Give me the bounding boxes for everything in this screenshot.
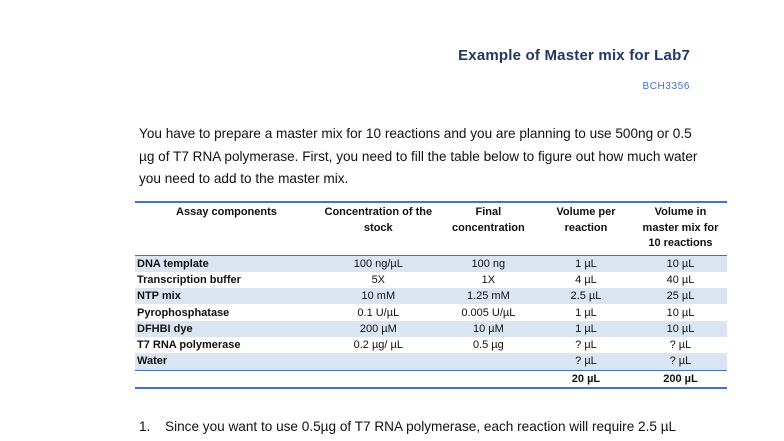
- cell-final: 0.005 U/µL: [461, 306, 516, 319]
- table-header-row: [135, 202, 727, 255]
- cell-final: 100 ng: [439, 255, 538, 272]
- cell-final: 1.25 mM: [439, 288, 538, 304]
- table-row: [135, 272, 727, 288]
- header-assay-components: Assay components: [135, 202, 318, 255]
- cell-total-volume-reaction: 20 µL: [538, 370, 634, 388]
- cell-final: 10 µM: [439, 321, 538, 337]
- cell-total-final: [439, 370, 538, 388]
- cell-volume-mix: 10 µL: [634, 255, 727, 272]
- cell-stock: 0.1 U/µL: [357, 306, 400, 319]
- cell-component: DNA template: [135, 255, 318, 272]
- cell-volume-mix: ? µL: [669, 339, 692, 352]
- list-text: Since you want to use 0.5µg of T7 RNA polymerase, each reaction will require 2.5 µL: [165, 419, 677, 434]
- cell-total-label: [135, 370, 318, 388]
- table-row: [135, 255, 727, 272]
- cell-volume-reaction: 1 µL: [575, 306, 597, 319]
- cell-component: Pyrophosphatase: [137, 306, 230, 319]
- cell-volume-reaction: 1 µL: [538, 255, 634, 272]
- cell-stock: 0.2 µg/ µL: [353, 339, 403, 352]
- cell-total-volume-mix: 200 µL: [634, 370, 727, 388]
- cell-volume-mix: 10 µL: [634, 321, 727, 337]
- table-total-row: [135, 370, 727, 388]
- cell-stock: [318, 353, 439, 370]
- header-final-concentration: Final concentration: [439, 202, 538, 255]
- list-number: 1.: [139, 419, 151, 434]
- cell-final: 0.5 µg: [472, 339, 504, 352]
- intro-paragraph: You have to prepare a master mix for 10 reactions and you are planning to use 500ng or 0.5 µg of T7 RNA polymerase. First, you need to fill the table below to figure out how much water you need to add to the master mix.: [139, 126, 698, 186]
- cell-stock: 200 µM: [318, 321, 439, 337]
- cell-volume-reaction: 2.5 µL: [538, 288, 634, 304]
- table-row: [135, 304, 727, 320]
- cell-total-stock: [318, 370, 439, 388]
- course-code: BCH3356: [642, 81, 690, 92]
- header-stock-concentration: Concentration of the stock: [318, 202, 439, 255]
- cell-volume-mix: 40 µL: [666, 273, 695, 286]
- cell-volume-reaction: 4 µL: [575, 273, 597, 286]
- table-row: [135, 288, 727, 304]
- cell-volume-reaction: 1 µL: [538, 321, 634, 337]
- cell-volume-mix: 25 µL: [634, 288, 727, 304]
- cell-volume-reaction: ? µL: [538, 353, 634, 370]
- document-title: Example of Master mix for Lab7: [458, 47, 690, 64]
- header-volume-master-mix: Volume in master mix for 10 reactions: [634, 202, 727, 255]
- cell-volume-mix: ? µL: [634, 353, 727, 370]
- header-volume-per-reaction: Volume per reaction: [538, 202, 634, 255]
- master-mix-table: [135, 201, 727, 389]
- cell-component: T7 RNA polymerase: [137, 339, 241, 352]
- table-row: [135, 337, 727, 353]
- cell-final: [439, 353, 538, 370]
- cell-volume-reaction: ? µL: [575, 339, 597, 352]
- cell-stock: 100 ng/µL: [318, 255, 439, 272]
- cell-final: 1X: [481, 273, 496, 286]
- cell-component: DFHBI dye: [135, 321, 318, 337]
- cell-component: Transcription buffer: [137, 273, 241, 286]
- table-row: [135, 353, 727, 370]
- cell-component: Water: [135, 353, 318, 370]
- cell-stock: 10 mM: [318, 288, 439, 304]
- cell-stock: 5X: [371, 273, 386, 286]
- cell-volume-mix: 10 µL: [666, 306, 695, 319]
- numbered-list-item: [139, 419, 676, 434]
- table-row: [135, 321, 727, 337]
- cell-component: NTP mix: [135, 288, 318, 304]
